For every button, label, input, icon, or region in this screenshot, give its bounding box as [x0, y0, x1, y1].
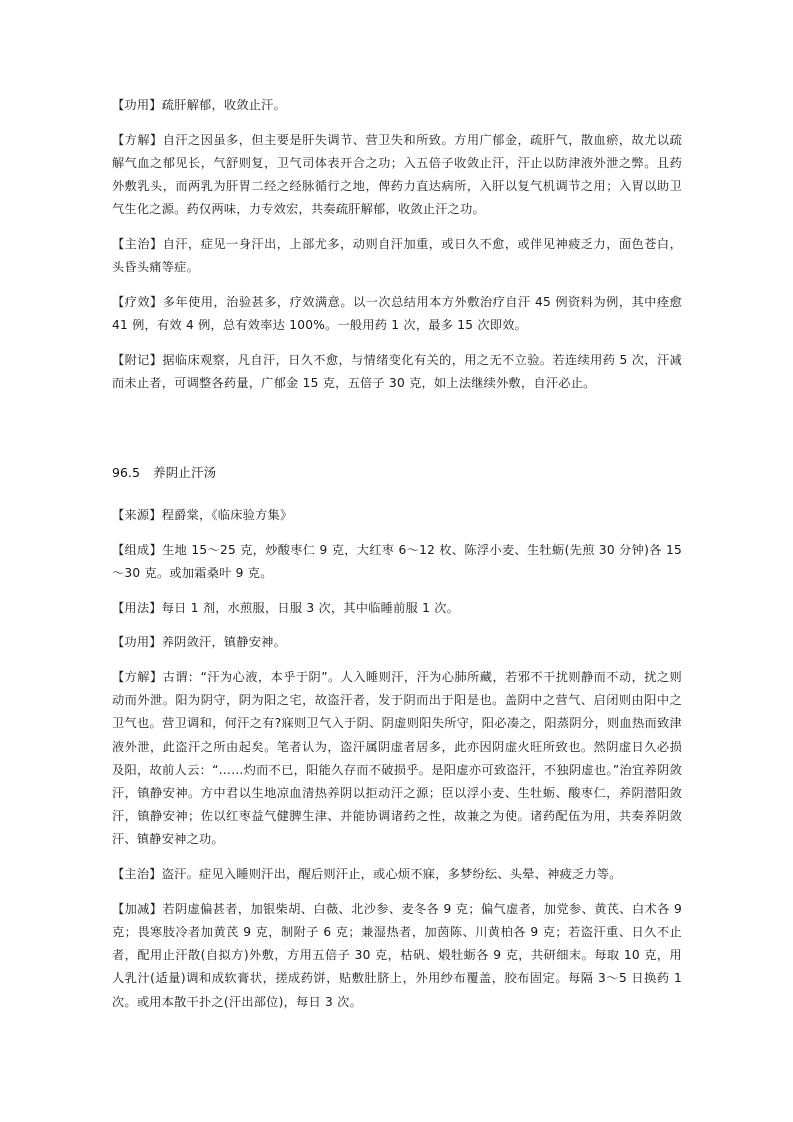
paragraph-fuji-1: 【附记】据临床观察，凡自汗，日久不愈，与情绪变化有关的，用之无不立验。若连续用药 5 次，汗减而未止者，可调整各药量，广郁金 15 克，五倍子 30 克，如上法继续外敷，自汗必止。 [112, 352, 682, 391]
paragraph-zhuzhi-1: 【主治】自汗，症见一身汗出，上部尤多，动则自汗加重，或日久不愈，或伴见神疲乏力，面色苍白，头昏头痛等症。 [112, 237, 682, 275]
section-number: 96.5 [112, 464, 141, 480]
paragraph-liaoxiao-1: 【疗效】多年使用，治验甚多，疗效满意。以一次总结用本方外敷治疗自汗 45 例资料为例，其中痊愈 41 例，有效 4 例，总有效率达 100%。一般用药 1 次，最多 15 次即效。 [112, 294, 682, 333]
document-body [112, 94, 682, 1014]
paragraph-yongfa-2: 【用法】每日 1 剂，水煎服，日服 3 次，其中临睡前服 1 次。 [112, 600, 460, 615]
paragraph-laiyuan-2: 【来源】程爵棠，《临床验方集》 [112, 507, 293, 522]
paragraph-jiajian-2: 【加减】若阴虚偏甚者，加银柴胡、白薇、北沙参、麦冬各 9 克；偏气虚者，加党参、黄芪、白术各 9 克；畏寒肢冷者加黄芪 9 克，制附子 6 克；兼湿热者，加茵陈、川黄柏各 9 克；若盗汗重、日久不止者，配用止汗散(自拟方)外敷，方用五倍子 30 克，枯矾、煅牡蛎各 9 克，共研细末。每取 10 克，用人乳汁(适量)调和成软膏状，搓成药饼，贴敷肚脐上，外用纱布覆盖，胶布固定。每隔 3～5 日换药 1 次。或用本散干扑之(汗出部位)，每日 3 次。 [112, 901, 682, 1009]
paragraph-gongyong-2: 【功用】养阴敛汗，镇静安神。 [112, 635, 287, 650]
section-heading-spacer [112, 484, 682, 504]
paragraph-gongyong-1: 【功用】疏肝解郁，收敛止汗。 [112, 98, 287, 112]
paragraph-zhuzhi-2: 【主治】盗汗。症见入睡则汗出，醒后则汗止，或心烦不寐，多梦纷纭、头晕、神疲乏力等。 [112, 867, 622, 882]
paragraph-fangjie-2: 【方解】古谓：“汗为心液，本乎于阴”。人入睡则汗，汗为心肺所藏，若邪不干扰则静而不动，扰之则动而外泄。阳为阴守，阴为阳之宅，故盗汗者，发于阴而出于阳是也。盖阴中之营气、启闭则由阳中之卫气也。营卫调和，何汗之有?寐则卫气入于阴、阴虚则阳失所守，阳必凑之，阳蒸阴分，则血热而致津液外泄，此盗汗之所由起矣。笔者认为，盗汗属阴虚者居多，此亦因阴虚火旺所致也。然阴虚日久必损及阳，故前人云：“……灼而不已，阳能久存而不破损乎。是阳虚亦可致盗汗，不独阴虚也。”治宜养阴敛汗，镇静安神。方中君以生地凉血清热养阴以拒动汗之源；臣以浮小麦、生牡蛎、酸枣仁，养阴潜阳敛汗，镇静安神；佐以红枣益气健脾生津、并能协调诸药之性，故兼之为使。诸药配伍为用，共奏养阴敛汗、镇静安神之功。 [112, 669, 682, 847]
paragraph-zucheng-2: 【组成】生地 15～25 克，炒酸枣仁 9 克，大红枣 6～12 枚、陈浮小麦、生牡蛎(先煎 30 分钟)各 15～30 克。或加霜桑叶 9 克。 [112, 542, 682, 580]
paragraph-fangjie-1: 【方解】自汗之因虽多，但主要是肝失调节、营卫失和所致。方用广郁金，疏肝气，散血瘀，故尤以疏解气血之郁见长，气舒则复，卫气司体表开合之功；入五倍子收敛止汗，汗止以防津液外泄之弊。且药外敷乳头，而两乳为肝胃二经之经脉循行之地，俾药力直达病所，入肝以复气机调节之用；入胃以助卫气生化之源。药仅两味，力专效宏，共奏疏肝解郁，收敛止汗之功。 [112, 132, 682, 217]
section-title: 养阴止汗汤 [153, 464, 217, 480]
section-heading [112, 461, 682, 484]
section-gap [112, 407, 682, 461]
